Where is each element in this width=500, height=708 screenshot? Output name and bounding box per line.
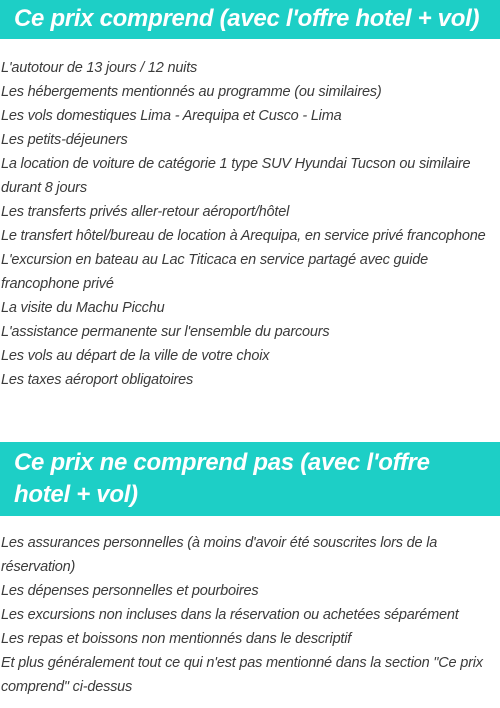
- included-item: L'assistance permanente sur l'ensemble du parcours: [1, 324, 330, 340]
- included-item: Le transfert hôtel/bureau de location à Arequipa, en service privé francophone: [1, 228, 486, 244]
- included-item: L'autotour de 13 jours / 12 nuits: [1, 60, 198, 76]
- included-list: [0, 56, 500, 392]
- included-item: Les hébergements mentionnés au programme (ou similaires): [1, 84, 382, 100]
- excluded-list: [0, 531, 500, 699]
- included-item: La visite du Machu Picchu: [1, 300, 165, 316]
- included-item: Les petits-déjeuners: [1, 132, 128, 148]
- excluded-section: [0, 442, 500, 699]
- included-item: L'excursion en bateau au Lac Titicaca en service partagé avec guide francophone privé: [1, 252, 428, 292]
- included-item: Les transferts privés aller-retour aéroport/hôtel: [1, 204, 290, 220]
- included-item: Les vols au départ de la ville de votre choix: [1, 348, 270, 364]
- included-item: La location de voiture de catégorie 1 type SUV Hyundai Tucson ou similaire durant 8 jours: [1, 156, 471, 196]
- excluded-item: Les dépenses personnelles et pourboires: [1, 583, 259, 599]
- excluded-item: Les repas et boissons non mentionnés dans le descriptif: [1, 631, 352, 647]
- included-header: Ce prix comprend (avec l'offre hotel + vol): [0, 0, 500, 39]
- excluded-item: Et plus généralement tout ce qui n'est pas mentionné dans la section "Ce prix comprend" ci-dessus: [1, 655, 483, 695]
- excluded-item: Les assurances personnelles (à moins d'avoir été souscrites lors de la réservation): [1, 535, 438, 575]
- included-item: Les vols domestiques Lima - Arequipa et Cusco - Lima: [1, 108, 342, 124]
- excluded-header: Ce prix ne comprend pas (avec l'offre hotel + vol): [0, 442, 500, 516]
- excluded-item: Les excursions non incluses dans la réservation ou achetées séparément: [1, 607, 459, 623]
- included-item: Les taxes aéroport obligatoires: [1, 372, 194, 388]
